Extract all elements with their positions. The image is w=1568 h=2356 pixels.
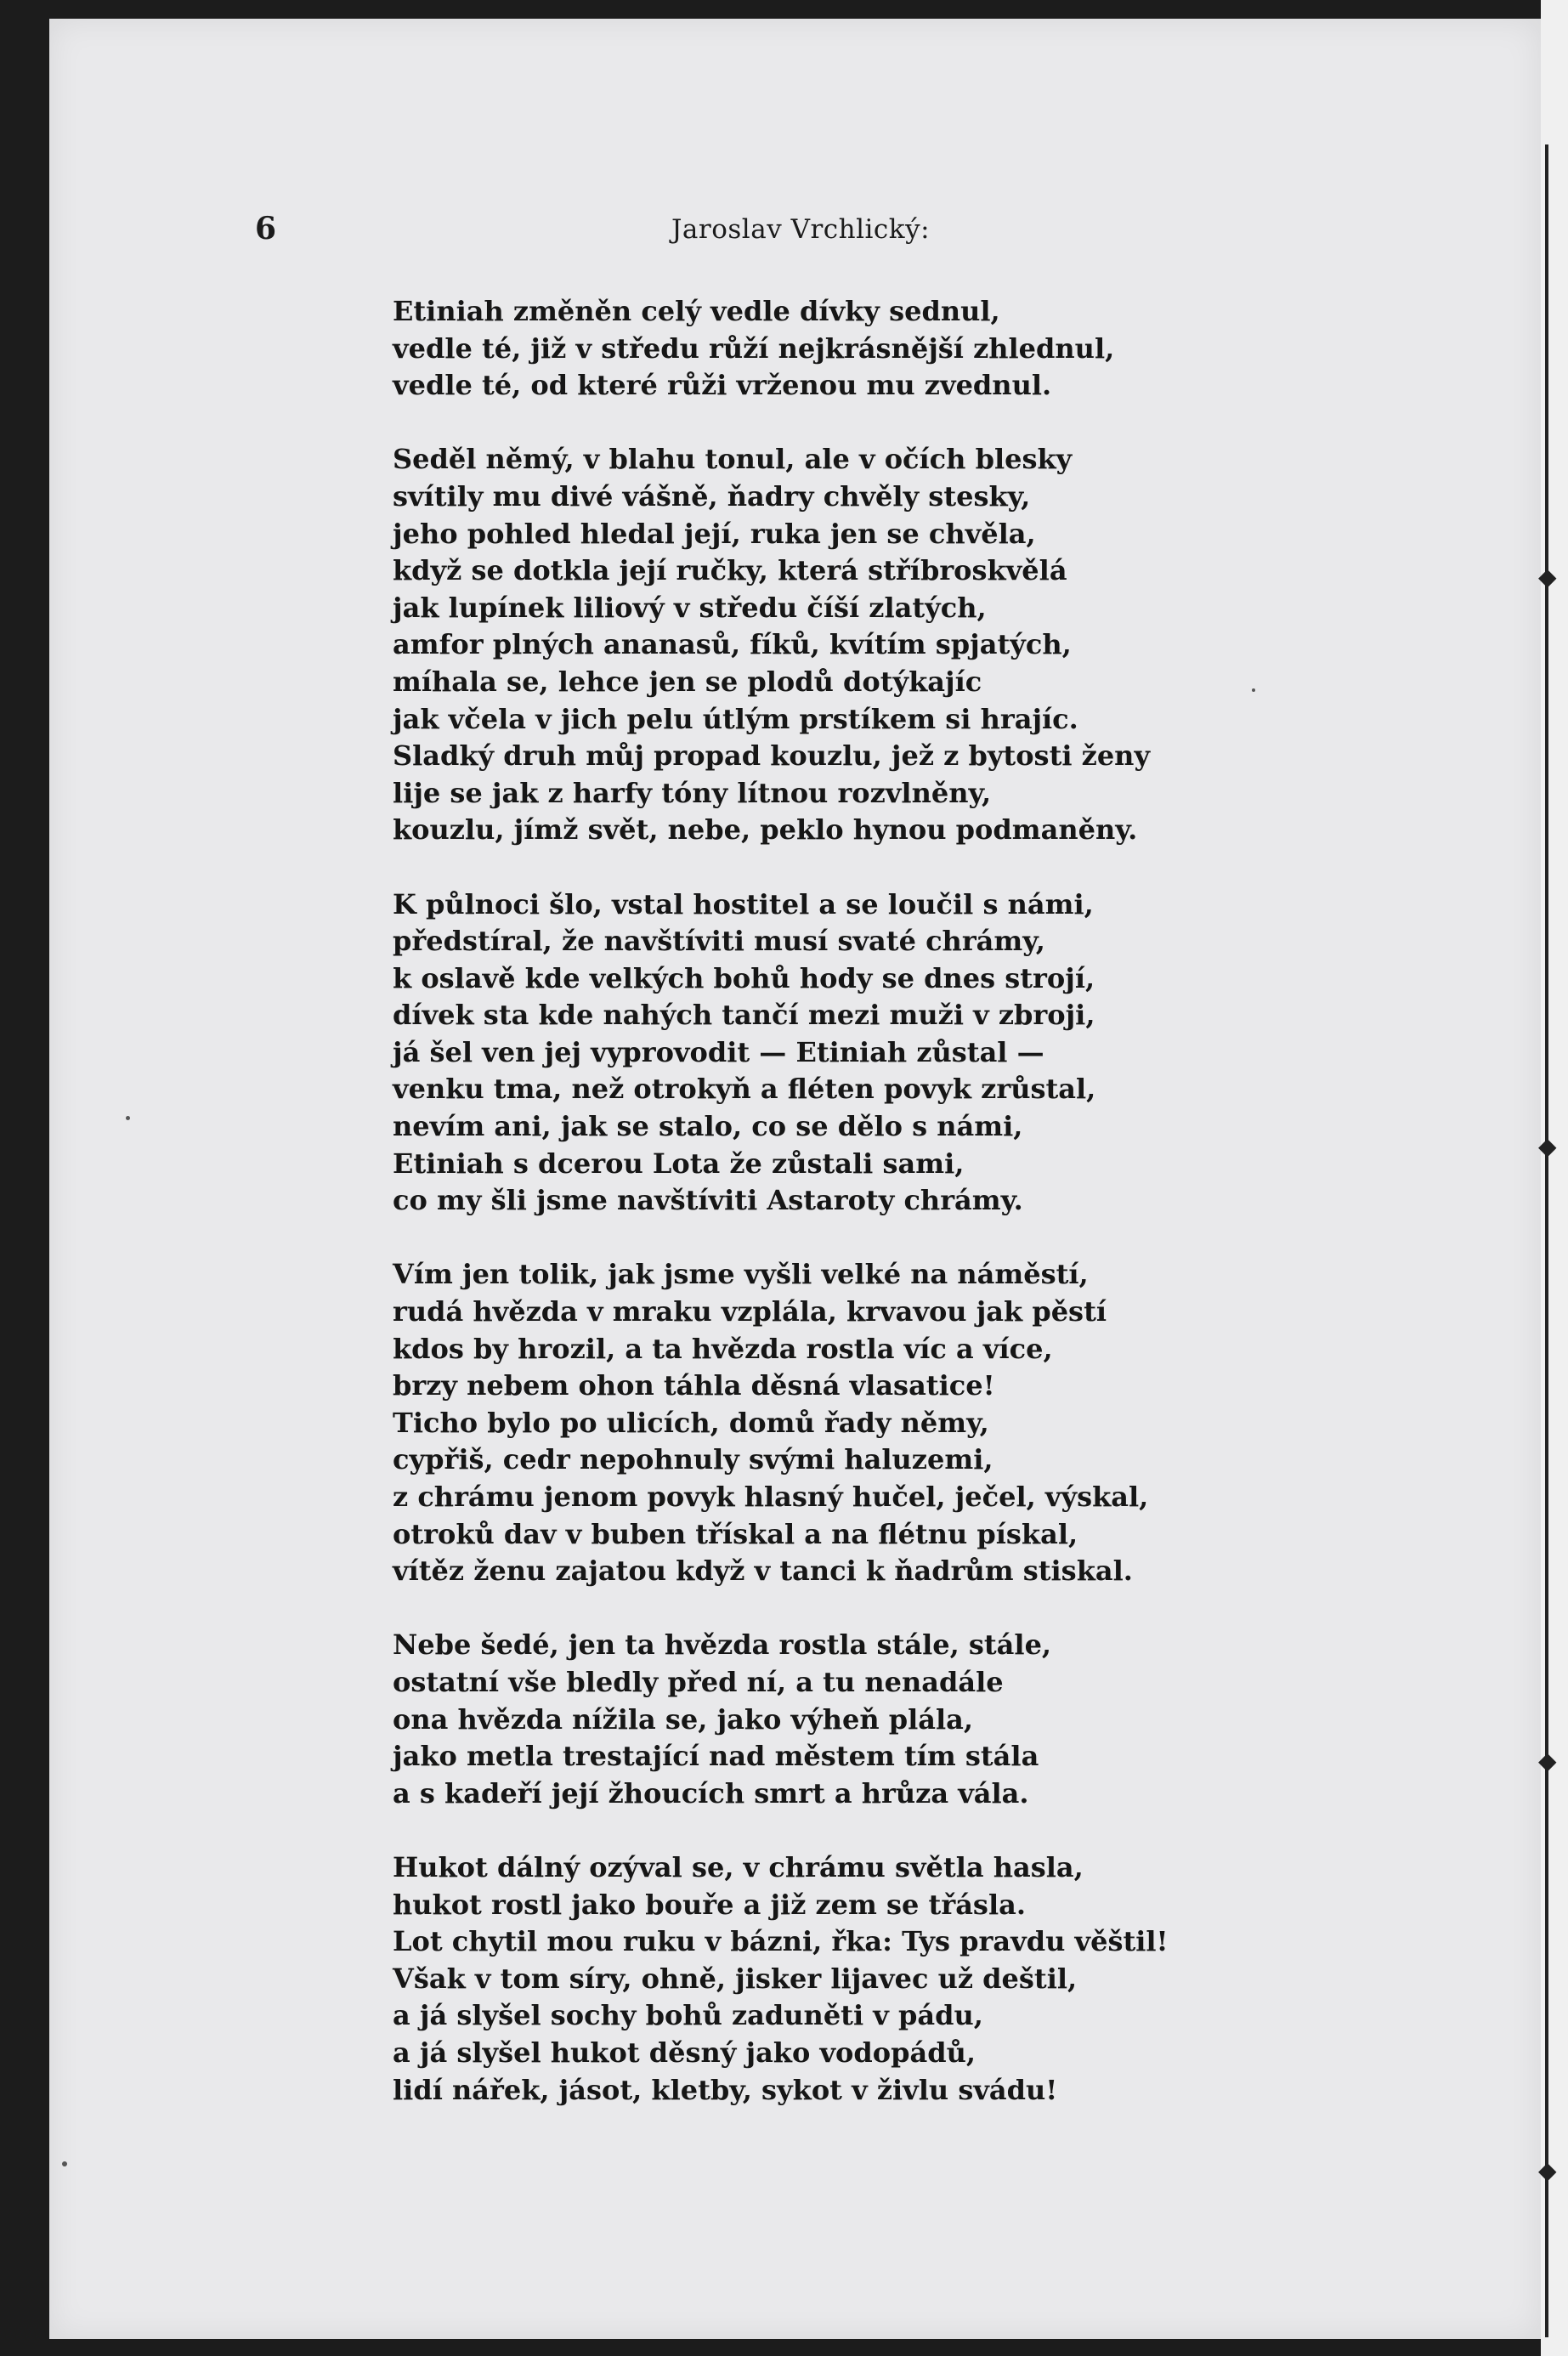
- poem-line: otroků dav v buben třískal a na flétnu pískal,: [393, 1517, 1078, 1550]
- poem-body: [393, 293, 1243, 2109]
- poem-line: z chrámu jenom povyk hlasný hučel, ječel, výskal,: [393, 1481, 1149, 1513]
- poem-line: Etiniah změněn celý vedle dívky sednul,: [393, 295, 1000, 327]
- edge-tick-mark: ◆: [1538, 1132, 1557, 1160]
- poem-line: a já slyšel hukot děsný jako vodopádů,: [393, 2036, 976, 2069]
- poem-line: jak lupínek liliový v středu číší zlatých,: [393, 591, 987, 624]
- edge-tick-mark: ◆: [1538, 2156, 1557, 2184]
- poem-line: dívek sta kde nahých tančí mezi muži v zbroji,: [393, 999, 1095, 1032]
- poem-line: kouzlu, jímž svět, nebe, peklo hynou podmaněny.: [393, 813, 1138, 847]
- poem-line: jeho pohled hledal její, ruka jen se chvěla,: [393, 517, 1036, 550]
- author-heading: Jaroslav Vrchlický:: [671, 214, 931, 245]
- poem-line: k oslavě kde velkých bohů hody se dnes strojí,: [393, 961, 1095, 994]
- poem-line: a já slyšel sochy bohů zaduněti v pádu,: [393, 1999, 983, 2032]
- running-head: [255, 211, 1513, 253]
- stanza: [393, 293, 1243, 405]
- poem-line: lije se jak z harfy tóny lítnou rozvlněny,: [393, 776, 992, 809]
- poem-line: Však v tom síry, ohně, jisker lijavec už deštil,: [393, 1962, 1078, 1995]
- stanza: [393, 1256, 1243, 1589]
- poem-line: Nebe šedé, jen ta hvězda rostla stále, stále,: [393, 1628, 1052, 1662]
- poem-line: vítěz ženu zajatou když v tanci k ňadrům stiskal.: [393, 1555, 1133, 1588]
- poem-line: Lot chytil mou ruku v bázni, řka: Tys pravdu věštil!: [393, 1925, 1169, 1958]
- poem-line: Ticho bylo po ulicích, domů řady němy,: [393, 1406, 989, 1439]
- poem-line: Hukot dálný ozýval se, v chrámu světla hasla,: [393, 1850, 1084, 1883]
- poem-line: K půlnoci šlo, vstal hostitel a se loučil s námi,: [393, 887, 1094, 920]
- poem-line: lidí nářek, jásot, kletby, sykot v živlu svádu!: [393, 2073, 1058, 2106]
- poem-line: ostatní vše bledly před ní, a tu nenadále: [393, 1665, 1004, 1698]
- print-speck: [1252, 688, 1255, 692]
- stanza: [393, 886, 1243, 1220]
- binding-edge-line: [1545, 144, 1548, 2337]
- poem-line: když se dotkla její ručky, která stříbroskvělá: [393, 554, 1067, 587]
- poem-line: amfor plných ananasů, fíků, kvítím spjatých,: [393, 628, 1072, 661]
- poem-line: a s kadeří její žhoucích smrt a hrůza vála.: [393, 1776, 1029, 1809]
- poem-line: Sladký druh můj propad kouzlu, jež z bytosti ženy: [393, 739, 1151, 773]
- print-speck: [62, 2161, 67, 2166]
- poem-line: cypřiš, cedr nepohnuly svými haluzemi,: [393, 1443, 993, 1476]
- poem-line: brzy nebem ohon táhla děsná vlasatice!: [393, 1369, 995, 1402]
- poem-line: předstíral, že navštíviti musí svaté chrámy,: [393, 925, 1045, 958]
- edge-tick-mark: ◆: [1538, 563, 1557, 591]
- poem-line: míhala se, lehce jen se plodů dotýkajíc: [393, 665, 982, 698]
- poem-line: ona hvězda nížila se, jako výheň plála,: [393, 1702, 974, 1736]
- poem-line: hukot rostl jako bouře a již zem se třásla.: [393, 1888, 1026, 1921]
- edge-tick-mark: ◆: [1538, 1747, 1557, 1775]
- print-speck: [126, 1116, 130, 1120]
- poem-line: jak včela v jich pelu útlým prstíkem si hrajíc.: [393, 702, 1078, 735]
- stanza: [393, 441, 1243, 849]
- poem-line: kdos by hrozil, a ta hvězda rostla víc a více,: [393, 1332, 1053, 1365]
- stanza: [393, 1849, 1243, 2109]
- stanza: [393, 1627, 1243, 1812]
- poem-line: co my šli jsme navštíviti Astaroty chrámy.: [393, 1184, 1023, 1217]
- poem-line: já šel ven jej vyprovodit — Etiniah zůstal —: [393, 1035, 1044, 1068]
- poem-line: vedle té, již v středu růží nejkrásnější zhlednul,: [393, 331, 1115, 365]
- poem-line: nevím ani, jak se stalo, co se dělo s námi,: [393, 1110, 1023, 1143]
- poem-line: Seděl němý, v blahu tonul, ale v očích blesky: [393, 443, 1073, 476]
- poem-line: Vím jen tolik, jak jsme vyšli velké na náměstí,: [393, 1258, 1089, 1291]
- page-number: 6: [255, 211, 277, 246]
- poem-line: jako metla trestající nad městem tím stála: [393, 1740, 1039, 1773]
- poem-line: venku tma, než otrokyň a fléten povyk zrůstal,: [393, 1073, 1096, 1106]
- poem-line: vedle té, od které růži vrženou mu zvednul.: [393, 369, 1052, 402]
- poem-line: Etiniah s dcerou Lota že zůstali sami,: [393, 1147, 965, 1180]
- poem-line: svítily mu divé vášně, ňadry chvěly stesky,: [393, 479, 1031, 513]
- poem-line: rudá hvězda v mraku vzplála, krvavou jak pěstí: [393, 1295, 1107, 1328]
